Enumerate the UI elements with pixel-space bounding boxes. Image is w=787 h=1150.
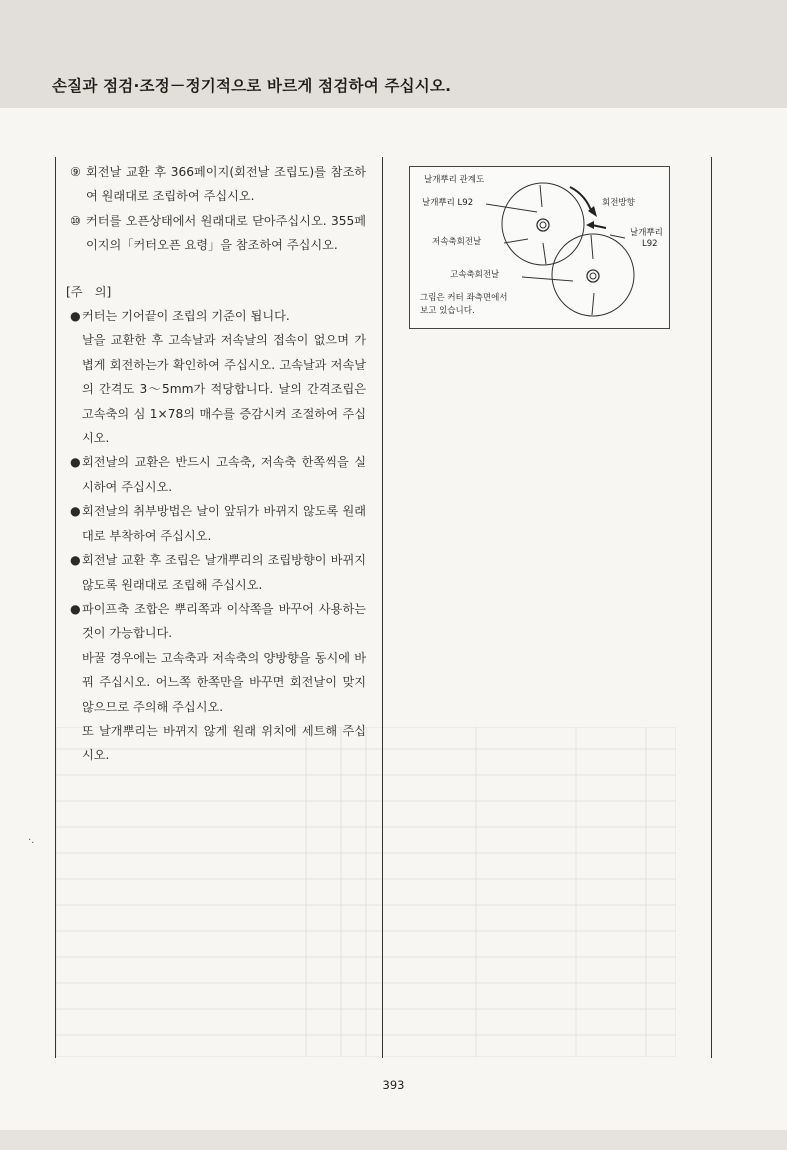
bullet-icon: ● [70,504,81,519]
page-header-title: 손질과 점검·조정－정기적으로 바르게 점검하여 주십시오. [52,77,452,95]
step-number: ⑨ [70,165,81,179]
caution-text: 회전날의 취부방법은 날이 앞뒤가 바뀌지 않도록 원래대로 부착하여 주십시오. [82,504,366,543]
footer-band [0,1130,787,1150]
figure-note-line-1: 그림은 커터 좌측면에서 [420,293,508,303]
caution-text: 커터는 기어끝이 조립의 기준이 됩니다. [82,309,290,324]
blade-root-diagram [409,166,670,329]
bullet-icon: ● [70,455,81,470]
margin-mark: ·. [28,835,35,846]
page-number: 393 [382,1078,405,1092]
figure-title: 날개뿌리 관계도 [424,175,485,185]
right-rule [711,157,712,1058]
label-rotation-direction: 회전방향 [602,198,635,208]
bullet-icon: ● [70,601,81,616]
faint-bleed-through-table [56,727,676,1057]
caution-text: 회전날의 교환은 반드시 고속축, 저속축 한쪽씩을 실시하여 주십시오. [82,455,366,494]
label-root-left: 날개뿌리 L92 [422,198,474,208]
caution-item [70,304,366,328]
caution-paragraph: 또 날개뿌리는 바뀌지 않게 원래 위치에 세트해 주십시오. [82,723,366,763]
caution-text: 회전날 교환 후 조립은 날개뿌리의 조립방향이 바뀌지 않도록 원래대로 조립해 주십시오. [82,553,366,592]
caution-text: 파이프축 조합은 뿌리쪽과 이삭쪽을 바꾸어 사용하는 것이 가능합니다. [82,601,366,641]
label-root-right-size: L92 [642,239,658,249]
step-text: 회전날 교환 후 366페이지(회전날 조립도)를 참조하여 원래대로 조립하여 주십시오. [86,165,366,204]
caution-heading: [주 의] [66,284,112,299]
header-band [0,0,787,108]
left-column [66,160,366,768]
bullet-icon: ● [70,553,81,568]
caution-paragraph: 바꿀 경우에는 고속축과 저속축의 양방향을 동시에 바꿔 주십시오. 어느쪽 한쪽만을 바꾸면 회전날이 맞지 않으므로 주의해 주십시오. [82,650,366,714]
step-item [70,160,366,209]
caution-item [70,548,366,597]
low-speed-rotor-shape [502,183,584,265]
step-text: 커터를 오픈상태에서 원래대로 닫아주십시오. 355페이지의「커터오픈 요령」을 참조하여 주십시오. [86,213,366,253]
caution-item [70,450,366,499]
figure-note-line-2: 보고 있습니다. [420,306,475,316]
caution-paragraph: 날을 교환한 후 고속날과 저속날의 접속이 없으며 가볍게 회전하는가 확인하여 주십시오. 고속날과 저속날의 간격도 3～5mm가 적당합니다. 날의 간격조립은 고속축의 심 1×78의 매수를 증감시켜 조절하여 주십시오. [82,333,366,446]
bullet-icon: ● [70,309,81,324]
label-high-speed-rotor: 고속축회전날 [450,270,500,280]
step-number: ⑩ [70,213,81,228]
step-item [70,209,366,258]
label-low-speed-rotor: 저속축회전날 [432,237,482,247]
caution-item [70,597,366,646]
label-root-right: 날개뿌리 [630,228,663,238]
caution-item [70,499,366,548]
